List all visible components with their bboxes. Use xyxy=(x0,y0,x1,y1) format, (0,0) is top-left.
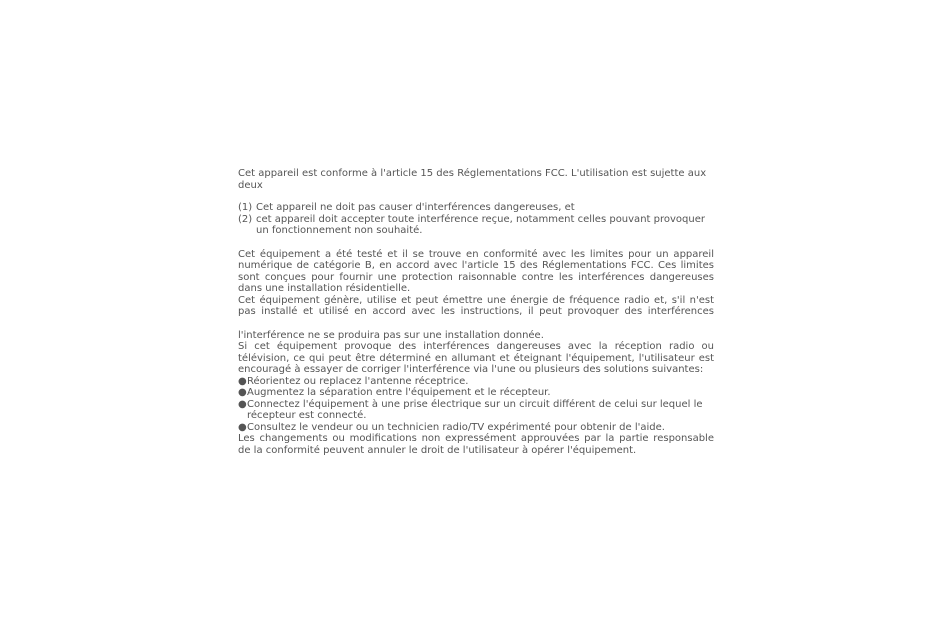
interference-paragraph: Si cet équipement provoque des interférences dangereuses avec la réception radio ou télévision, ce qui peut être déterminé en allumant et éteignant l'équipement, l'utilisateur est encouragé à essayer de corriger l'interférence via l'une ou plusieurs des solutions suivantes: xyxy=(238,341,714,375)
bullet-icon: ● xyxy=(238,387,247,398)
solutions-list xyxy=(238,376,714,434)
spacer xyxy=(238,191,714,202)
compliance-test-paragraph: Cet équipement a été testé et il se trouve en conformité avec les limites pour un appareil numérique de catégorie B, en accord avec l'article 15 des Réglementations FCC. Ces limites sont conçues pour fournir une protection raisonnable contre les interférences dangereuses dans une installation résidentielle. xyxy=(238,248,714,294)
condition-number: (2) xyxy=(238,213,253,225)
bullet-icon: ● xyxy=(238,398,247,410)
changes-warning-paragraph: Les changements ou modifications non expressément approuvées par la partie responsable de la conformité peuvent annuler le droit de l'utilisateur à opérer l'équipement. xyxy=(238,433,714,456)
fcc-statement xyxy=(238,168,714,456)
spacer xyxy=(238,318,714,330)
rf-energy-paragraph: Cet équipement génère, utilise et peut émettre une énergie de fréquence radio et, s'il n'est pas installé et utilisé en accord avec les instructions, il peut provoquer des interférences xyxy=(238,294,714,317)
spacer xyxy=(238,237,714,249)
solution-item xyxy=(238,422,714,434)
condition-text: cet appareil doit accepter toute interférence reçue, notamment celles pouvant provoquer un fonctionnement non souhaité. xyxy=(256,213,705,236)
no-guarantee-paragraph: l'interférence ne se produira pas sur une installation donnée. xyxy=(238,329,544,341)
condition-item xyxy=(238,202,714,214)
solution-text: Connectez l'équipement à une prise électrique sur un circuit différent de celui sur lequel le récepteur est connecté. xyxy=(247,398,703,421)
solution-item xyxy=(238,387,714,399)
bullet-icon: ● xyxy=(238,375,247,387)
solution-item xyxy=(238,376,714,388)
conditions-list xyxy=(238,202,714,237)
solution-text: Consultez le vendeur ou un technicien radio/TV expérimenté pour obtenir de l'aide. xyxy=(247,421,665,433)
condition-text: Cet appareil ne doit pas causer d'interférences dangereuses, et xyxy=(256,202,575,213)
solution-text: Réorientez ou replacez l'antenne réceptrice. xyxy=(247,375,469,387)
solution-text: Augmentez la séparation entre l'équipement et le récepteur. xyxy=(247,387,551,398)
solution-item xyxy=(238,399,714,422)
condition-number: (1) xyxy=(238,202,253,213)
bullet-icon: ● xyxy=(238,421,247,433)
intro-text: Cet appareil est conforme à l'article 15 des Réglementations FCC. L'utilisation est sujette aux deux xyxy=(238,168,707,191)
condition-item xyxy=(238,214,714,237)
